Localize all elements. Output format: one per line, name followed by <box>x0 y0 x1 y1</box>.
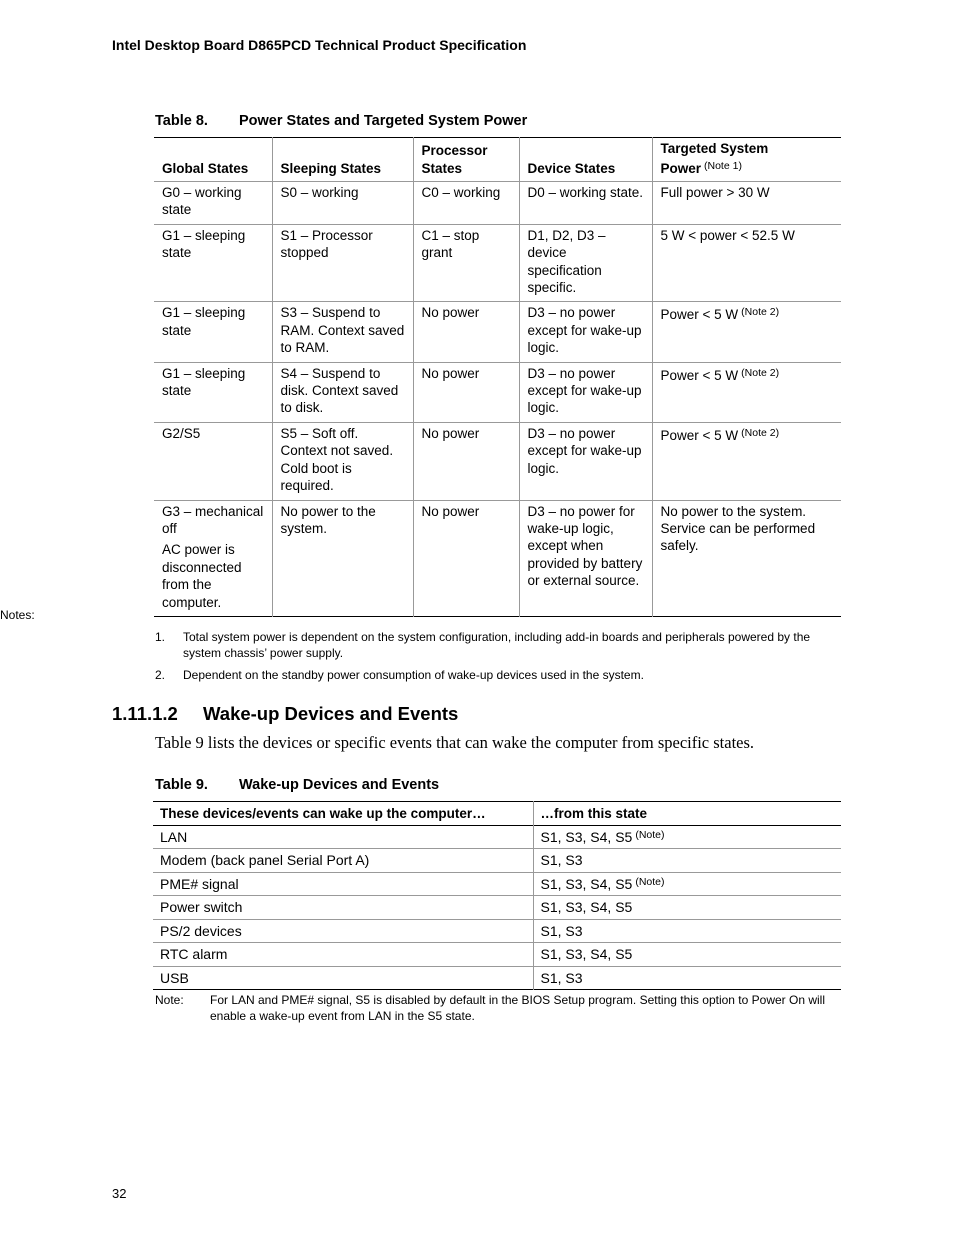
table-row <box>154 182 841 225</box>
section-paragraph: Table 9 lists the devices or specific events that can wake the computer from specific states. <box>155 733 755 752</box>
global-state-text: G1 – sleeping state <box>162 305 246 338</box>
section-heading <box>112 703 458 725</box>
col-sleeping-states: Sleeping States <box>272 138 413 182</box>
cell-global-state <box>154 302 272 362</box>
table8-notes-label: Notes: <box>0 608 35 622</box>
cell-device-state: D3 – no power for wake-up logic, except when provided by battery or external source. <box>519 500 652 616</box>
cell-device-event: Power switch <box>160 899 243 916</box>
table-row <box>153 919 841 943</box>
cell-device-state: D3 – no power except for wake-up logic. <box>519 302 652 362</box>
table8-caption-number: Table 8. <box>155 113 208 129</box>
table8-body <box>154 182 841 617</box>
table9-header-row <box>153 802 841 826</box>
state-text: S1, S3 <box>540 969 583 986</box>
cell-global-state <box>154 422 272 500</box>
cell-device-state: D3 – no power except for wake-up logic. <box>519 422 652 500</box>
table-row <box>154 362 841 422</box>
col-device-states: Device States <box>519 138 652 182</box>
cell-global-state <box>154 500 272 616</box>
cell-targeted-power <box>652 422 841 500</box>
table-row <box>154 224 841 302</box>
cell-device-state: D3 – no power except for wake-up logic. <box>519 362 652 422</box>
table9-caption-number: Table 9. <box>155 777 208 793</box>
note-ref: (Note 1) <box>704 159 742 172</box>
global-state-text: G3 – mechanical off <box>162 503 264 536</box>
cell-targeted-power <box>652 500 841 616</box>
state-text: S1, S3, S4, S5 <box>540 946 633 963</box>
note-ref: (Note) <box>635 828 665 841</box>
cell-targeted-power <box>652 302 841 362</box>
cell-targeted-power <box>652 362 841 422</box>
power-text: Power < 5 W <box>660 367 739 383</box>
section-title: Wake-up Devices and Events <box>203 703 459 724</box>
cell-sleeping-state: S5 – Soft off. Context not saved. Cold boot is required. <box>272 422 413 500</box>
page-number: 32 <box>112 1186 127 1201</box>
table8-caption <box>155 113 527 129</box>
table9-note <box>155 993 845 1025</box>
cell-wake-state <box>533 943 841 967</box>
cell-wake-state <box>533 825 841 849</box>
state-text: S1, S3 <box>540 922 583 939</box>
table8-header-row <box>154 138 841 182</box>
table9-caption-title: Wake-up Devices and Events <box>239 777 440 793</box>
cell-processor-state: No power <box>413 500 519 616</box>
col-from-state: …from this state <box>533 802 841 826</box>
table-row <box>154 422 841 500</box>
table-row <box>153 943 841 967</box>
cell-device-event: USB <box>160 969 189 986</box>
power-text: Full power > 30 W <box>660 185 770 200</box>
cell-sleeping-state: S4 – Suspend to disk. Context saved to disk. <box>272 362 413 422</box>
section-number: 1.11.1.2 <box>112 703 178 724</box>
cell-processor-state: C1 – stop grant <box>413 224 519 302</box>
table-row <box>153 872 841 896</box>
cell-sleeping-state: No power to the system. <box>272 500 413 616</box>
global-state-text: G1 – sleeping state <box>162 365 246 399</box>
table-row <box>153 966 841 990</box>
cell-processor-state: C0 – working <box>413 182 519 225</box>
table-row <box>154 302 841 362</box>
cell-device-state: D1, D2, D3 – device specification specific. <box>519 224 652 302</box>
note-text: Dependent on the standby power consumption of wake-up devices used in the system. <box>183 668 644 682</box>
table8-note-1 <box>155 629 815 661</box>
cell-device-event: PME# signal <box>160 875 239 892</box>
note-text: For LAN and PME# signal, S5 is disabled by default in the BIOS Setup program. Setting this option to Power On will enable a wake-up event from LAN in the S5 state. <box>210 993 825 1023</box>
table8-caption-title: Power States and Targeted System Power <box>239 113 528 129</box>
cell-device-state: D0 – working state. <box>519 182 652 225</box>
table-row <box>154 500 841 616</box>
note-text: Total system power is dependent on the system configuration, including add-in boards and peripherals powered by the system chassis’ power supply. <box>183 630 811 660</box>
state-text: S1, S3, S4, S5 <box>540 899 633 916</box>
power-text: Power < 5 W <box>660 427 739 443</box>
col-global-states: Global States <box>162 160 249 176</box>
state-text: S1, S3 <box>540 852 583 869</box>
cell-wake-state <box>533 896 841 920</box>
cell-sleeping-state: S1 – Processor stopped <box>272 224 413 302</box>
col-targeted-power-label: Targeted System Power <box>660 141 769 176</box>
cell-targeted-power <box>652 224 841 302</box>
note-ref: (Note) <box>635 875 665 888</box>
table9-caption <box>155 777 439 793</box>
spacer <box>162 537 264 541</box>
col-targeted-power <box>652 138 841 182</box>
table-row <box>153 849 841 873</box>
cell-processor-state: No power <box>413 422 519 500</box>
global-state-text: G2/S5 <box>162 425 201 441</box>
state-text: S1, S3, S4, S5 <box>540 828 633 845</box>
wakeup-devices-table <box>153 801 841 990</box>
table-row <box>153 825 841 849</box>
power-text: No power to the system. Service can be performed safely. <box>660 503 816 554</box>
global-state-text: G0 – working state <box>162 185 242 218</box>
cell-processor-state: No power <box>413 362 519 422</box>
power-text: 5 W < power < 52.5 W <box>660 227 795 243</box>
cell-wake-state <box>533 849 841 873</box>
table9-body <box>153 825 841 990</box>
table8-note-2 <box>155 667 815 683</box>
cell-wake-state <box>533 919 841 943</box>
cell-device-event: LAN <box>160 828 188 845</box>
cell-sleeping-state: S0 – working <box>272 182 413 225</box>
power-states-table <box>154 137 841 617</box>
cell-processor-state: No power <box>413 302 519 362</box>
note-ref: (Note 2) <box>741 366 780 379</box>
cell-global-state <box>154 362 272 422</box>
note-number: 1. <box>155 630 166 644</box>
table-row <box>153 896 841 920</box>
cell-device-event: PS/2 devices <box>160 922 242 939</box>
cell-device-event: Modem (back panel Serial Port A) <box>160 852 370 869</box>
note-number: 2. <box>155 668 166 682</box>
power-text: Power < 5 W <box>660 307 739 323</box>
note-ref: (Note 2) <box>741 306 780 319</box>
cell-wake-state <box>533 966 841 990</box>
global-state-extra: AC power is disconnected from the computer. <box>162 542 242 610</box>
running-header: Intel Desktop Board D865PCD Technical Product Specification <box>112 37 527 53</box>
cell-global-state <box>154 182 272 225</box>
cell-global-state <box>154 224 272 302</box>
col-processor-states: Processor States <box>413 138 519 182</box>
cell-device-event: RTC alarm <box>160 946 228 963</box>
cell-sleeping-state: S3 – Suspend to RAM. Context saved to RAM. <box>272 302 413 362</box>
global-state-text: G1 – sleeping state <box>162 227 246 261</box>
cell-wake-state <box>533 872 841 896</box>
col-devices-events: These devices/events can wake up the computer… <box>160 805 486 821</box>
note-ref: (Note 2) <box>741 426 780 439</box>
cell-targeted-power <box>652 182 841 225</box>
note-label: Note: <box>155 993 184 1007</box>
state-text: S1, S3, S4, S5 <box>540 875 633 892</box>
